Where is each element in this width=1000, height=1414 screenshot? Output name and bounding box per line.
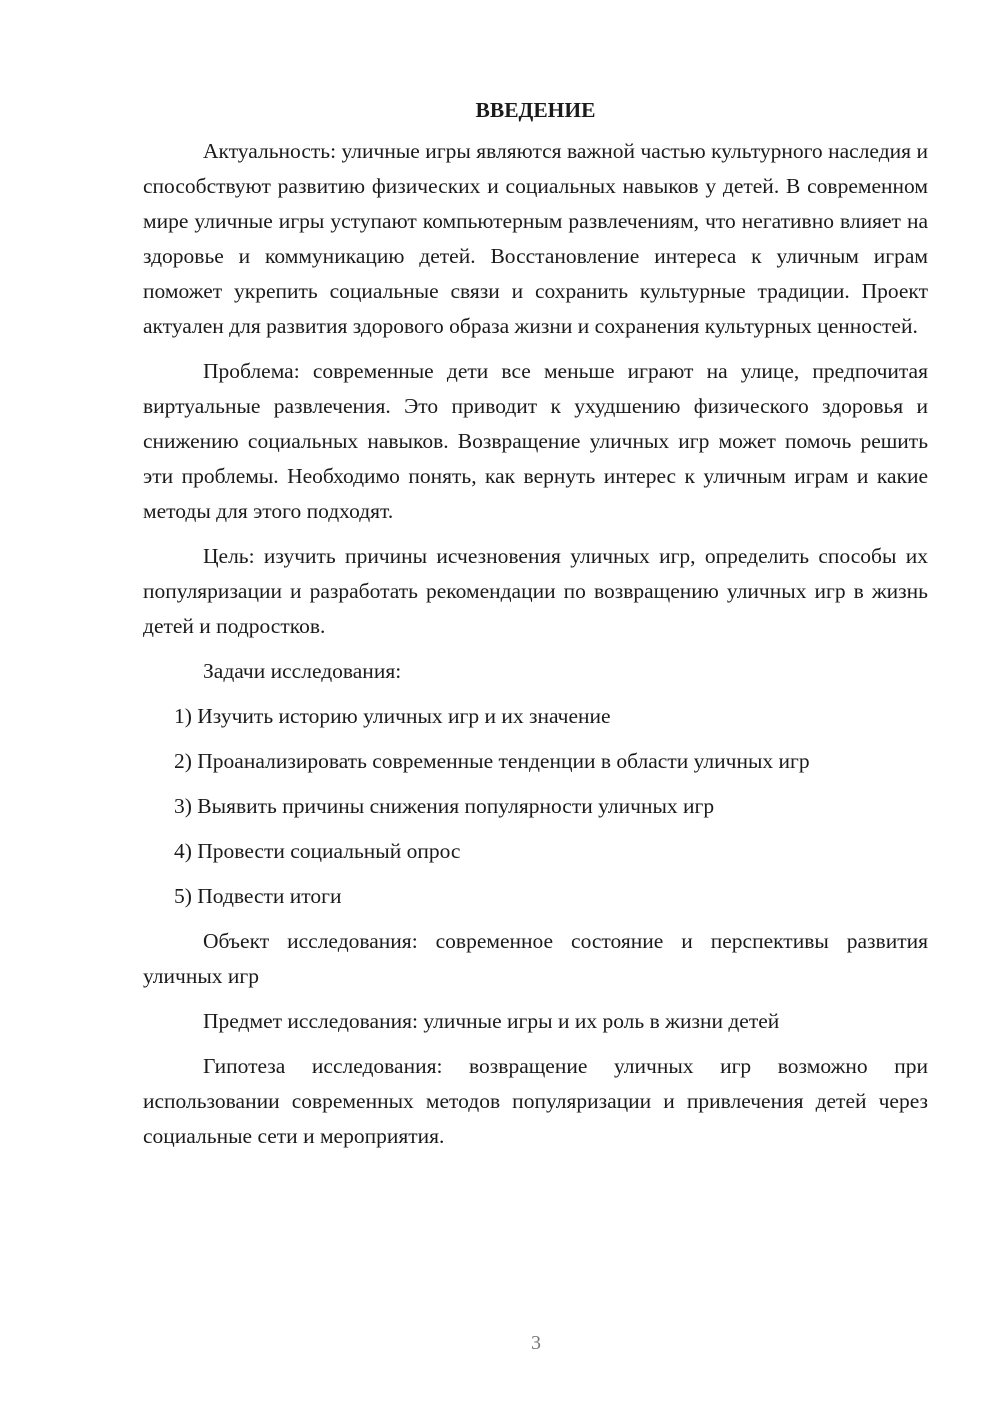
relevance-paragraph: Актуальность: уличные игры являются важной частью культурного наследия и способствуют развитию физических и социальных навыков у детей. В современном мире уличные игры уступают компьютерным развлечениям, что негативно влияет на здоровье и коммуникацию детей. Восстановление интереса к уличным играм поможет укрепить социальные связи и сохранить культурные традиции. Проект актуален для развития здорового образа жизни и сохранения культурных ценностей. (143, 139, 928, 338)
subject-paragraph: Предмет исследования: уличные игры и их роль в жизни детей (203, 1009, 780, 1033)
list-item: 4) Провести социальный опрос (174, 839, 461, 863)
page-number: 3 (531, 1332, 541, 1354)
list-item: 1) Изучить историю уличных игр и их значение (174, 704, 611, 728)
list-item: 3) Выявить причины снижения популярности уличных игр (174, 794, 715, 818)
tasks-list (143, 699, 928, 914)
tasks-heading: Задачи исследования: (203, 659, 402, 683)
hypothesis-paragraph: Гипотеза исследования: возвращение уличных игр возможно при использовании современных методов популяризации и привлечения детей через социальные сети и мероприятия. (143, 1054, 928, 1148)
object-paragraph: Объект исследования: современное состояние и перспективы развития уличных игр (143, 929, 928, 988)
list-item: 5) Подвести итоги (174, 884, 342, 908)
problem-paragraph: Проблема: современные дети все меньше играют на улице, предпочитая виртуальные развлечения. Это приводит к ухудшению физического здоровья и снижению социальных навыков. Возвращение уличных игр может помочь решить эти проблемы. Необходимо понять, как вернуть интерес к уличным играм и какие методы для этого подходят. (143, 359, 928, 523)
document-page (143, 93, 928, 1164)
page-title: ВВЕДЕНИЕ (475, 98, 596, 122)
list-item: 2) Проанализировать современные тенденции в области уличных игр (174, 749, 810, 773)
goal-paragraph: Цель: изучить причины исчезновения уличных игр, определить способы их популяризации и разработать рекомендации по возвращению уличных игр в жизнь детей и подростков. (143, 544, 928, 638)
